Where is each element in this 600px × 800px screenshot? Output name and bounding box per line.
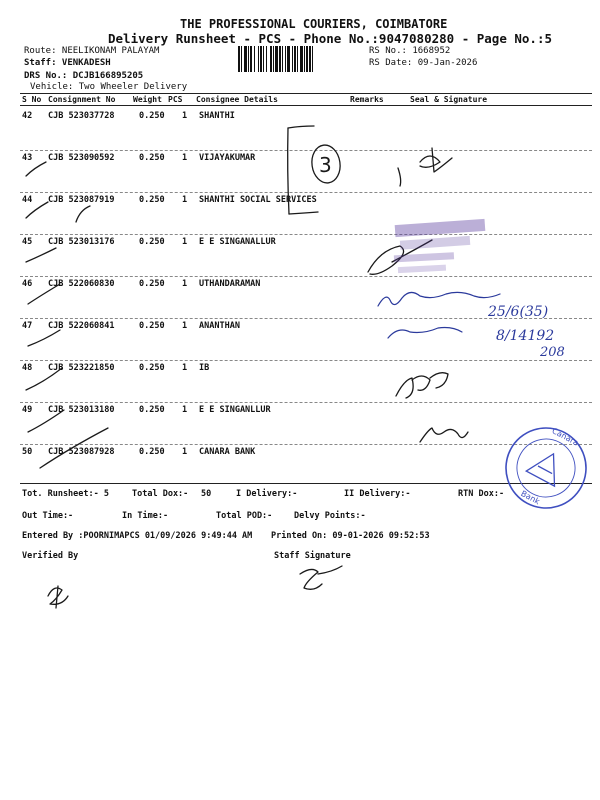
row-pcs: 1 <box>182 237 188 247</box>
ii-delivery: II Delivery:- <box>344 489 411 499</box>
row-sno: 46 <box>22 279 33 289</box>
row-weight: 0.250 <box>139 111 165 121</box>
row-consignee: ANANTHAN <box>199 321 240 331</box>
tick-mark <box>26 162 46 176</box>
row-weight: 0.250 <box>139 405 165 415</box>
row-consignee: E E SINGANLLUR <box>199 405 271 415</box>
stamp-text: Canara <box>550 426 580 448</box>
signature-stroke <box>398 168 401 186</box>
handwritten-note: 208 <box>540 345 565 360</box>
handwritten-name-stroke <box>378 292 500 306</box>
col-remarks: Remarks <box>350 95 384 104</box>
in-time: In Time:- <box>122 511 169 521</box>
runsheet-title: Delivery Runsheet - PCS - Phone No.:9047080280 - Page No.:5 <box>108 31 553 46</box>
tick-mark <box>26 202 48 218</box>
signature-stroke <box>420 428 468 442</box>
bracket-vertical-stroke <box>288 128 289 214</box>
row-pcs: 1 <box>182 195 188 205</box>
i-delivery: I Delivery:- <box>236 489 298 499</box>
row-consignment: CJB 523037728 <box>48 111 115 121</box>
row-sno: 49 <box>22 405 33 415</box>
row-consignment: CJB 523221850 <box>48 363 115 373</box>
tick-mark <box>28 330 60 346</box>
col-seal-signature: Seal & Signature <box>410 95 488 104</box>
row-weight: 0.250 <box>139 195 165 205</box>
row-consignment: CJB 523013180 <box>48 405 115 415</box>
col-consignment: Consignment No <box>48 95 116 104</box>
row-weight: 0.250 <box>139 153 165 163</box>
signature-stroke <box>396 373 448 398</box>
col-sno: S No <box>22 95 42 104</box>
row-pcs: 1 <box>182 111 188 121</box>
row-pcs: 1 <box>182 279 188 289</box>
total-pod: Total POD:- <box>216 511 273 521</box>
entered-by: Entered By :POORNIMAPCS 01/09/2026 9:49:44 AM <box>22 531 253 541</box>
row-consignment: CJB 522060841 <box>48 321 115 331</box>
row-consignment: CJB 523090592 <box>48 153 115 163</box>
total-dox-value: 50 <box>201 489 212 499</box>
handwritten-note: 8/14192 <box>496 328 555 344</box>
circled-number: 3 <box>319 153 332 177</box>
tick-mark <box>40 428 108 468</box>
row-sno: 42 <box>22 111 33 121</box>
rtn-dox: RTN Dox:- <box>458 489 505 499</box>
row-consignee: UTHANDARAMAN <box>199 279 261 289</box>
row-pcs: 1 <box>182 447 188 457</box>
row-consignment: CJB 523013176 <box>48 237 115 247</box>
signature-stroke <box>300 566 342 589</box>
tick-mark <box>28 284 60 304</box>
handwritten-note: 25/6(35) <box>488 304 549 320</box>
row-pcs: 1 <box>182 153 188 163</box>
row-sno: 45 <box>22 237 33 247</box>
row-weight: 0.250 <box>139 279 165 289</box>
row-consignment: CJB 522060830 <box>48 279 115 289</box>
row-weight: 0.250 <box>139 321 165 331</box>
col-consignee: Consignee Details <box>196 95 278 104</box>
row-pcs: 1 <box>182 363 188 373</box>
row-weight: 0.250 <box>139 363 165 373</box>
signature-stroke <box>48 586 68 608</box>
tot-runsheet: Tot. Runsheet:- 5 <box>22 489 109 499</box>
company-name: THE PROFESSIONAL COURIERS, COIMBATORE <box>180 17 448 31</box>
printed-on: Printed On: 09-01-2026 09:52:53 <box>271 531 430 541</box>
round-bank-stamp <box>492 413 600 522</box>
staff-signature-label: Staff Signature <box>274 551 351 561</box>
row-consignee: SHANTHI SOCIAL SERVICES <box>199 195 317 205</box>
handwritten-name-stroke <box>388 328 462 339</box>
row-sno: 50 <box>22 447 33 457</box>
tick-mark <box>26 248 56 262</box>
vehicle: Vehicle: Two Wheeler Delivery <box>30 82 188 92</box>
row-consignee: IB <box>199 363 210 373</box>
bracket-top-stroke <box>288 126 314 128</box>
delvy-points: Delvy Points:- <box>294 511 366 521</box>
row-consignee: CANARA BANK <box>199 447 256 457</box>
row-consignment: CJB 523087928 <box>48 447 115 457</box>
row-sno: 47 <box>22 321 33 331</box>
rubber-stamp-smudge <box>394 219 485 273</box>
total-dox-label: Total Dox:- <box>132 489 189 499</box>
stamp-text: Bank <box>519 488 542 507</box>
row-weight: 0.250 <box>139 237 165 247</box>
staff: Staff: VENKADESH <box>24 58 111 68</box>
row-weight: 0.250 <box>139 447 165 457</box>
row-sno: 48 <box>22 363 33 373</box>
drs-number: DRS No.: DCJB166895205 <box>24 71 144 81</box>
row-pcs: 1 <box>182 405 188 415</box>
row-consignee: VIJAYAKUMAR <box>199 153 256 163</box>
verified-by: Verified By <box>22 551 79 561</box>
route: Route: NEELIKONAM PALAYAM <box>24 46 160 56</box>
out-time: Out Time:- <box>22 511 74 521</box>
bracket-bottom-stroke <box>289 212 318 214</box>
rs-date: RS Date: 09-Jan-2026 <box>369 58 478 68</box>
col-weight: Weight <box>133 95 162 104</box>
tick-mark <box>26 368 62 390</box>
col-pcs: PCS <box>168 95 183 104</box>
tick-mark <box>28 410 64 432</box>
row-sno: 43 <box>22 153 33 163</box>
row-consignee: SHANTHI <box>199 111 235 121</box>
row-sno: 44 <box>22 195 33 205</box>
row-consignee: E E SINGANALLUR <box>199 237 276 247</box>
row-pcs: 1 <box>182 321 188 331</box>
tick-mark <box>76 206 90 222</box>
rs-number: RS No.: 1668952 <box>369 46 451 56</box>
signature-stroke <box>420 148 452 172</box>
row-consignment: CJB 523087919 <box>48 195 115 205</box>
